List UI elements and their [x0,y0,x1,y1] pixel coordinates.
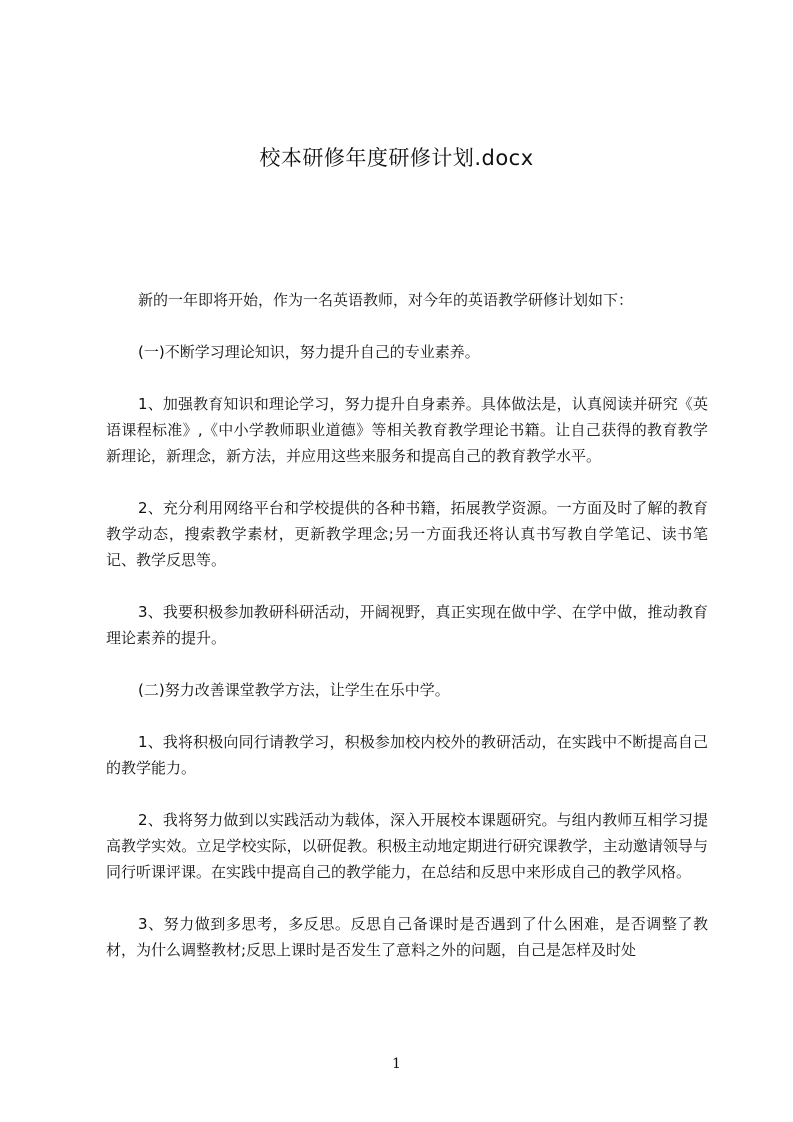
document-title: 校本研修年度研修计划.docx [259,146,534,170]
section-heading-2: (二)努力改善课堂教学方法，让学生在乐中学。 [138,681,450,699]
paragraph-2-1: 1、我将积极向同行请教学习，积极参加校内校外的教研活动，在实践中不断提高自己的教学能力。 [106,733,708,777]
paragraph-intro: 新的一年即将开始，作为一名英语教师，对今年的英语教学研修计划如下： [138,291,634,309]
paragraph-2-2: 2、我将努力做到以实践活动为载体，深入开展校本课题研究。与组内教师互相学习提高教学实效。立足学校实际，以研促教。积极主动地定期进行研究课教学，主动邀请领导与同行听课评课。在实践中提高自己的教学能力，在总结和反思中来形成自己的教学风格。 [106,811,708,881]
section-heading-1: (一)不断学习理论知识，努力提升自己的专业素养。 [138,343,480,361]
paragraph-2-3: 3、努力做到多思考，多反思。反思自己备课时是否遇到了什么困难，是否调整了教材，为什么调整教材;反思上课时是否发生了意料之外的问题，自己是怎样及时处 [106,915,708,959]
document-body [106,287,708,989]
page-number: 1 [392,1056,401,1072]
paragraph-1-1: 1、加强教育知识和理论学习，努力提升自身素养。具体做法是，认真阅读并研究《英语课程标准》,《中小学教师职业道德》等相关教育教学理论书籍。让自己获得的教育教学新理论，新理念，新方法，并应用这些来服务和提高自己的教育教学水平。 [106,395,708,465]
paragraph-1-3: 3、我要积极参加教研科研活动，开阔视野，真正实现在做中学、在学中做，推动教育理论素养的提升。 [106,603,708,647]
paragraph-1-2: 2、充分利用网络平台和学校提供的各种书籍，拓展教学资源。一方面及时了解的教育教学动态，搜索教学素材，更新教学理念;另一方面我还将认真书写教自学笔记、读书笔记、教学反思等。 [106,499,708,569]
